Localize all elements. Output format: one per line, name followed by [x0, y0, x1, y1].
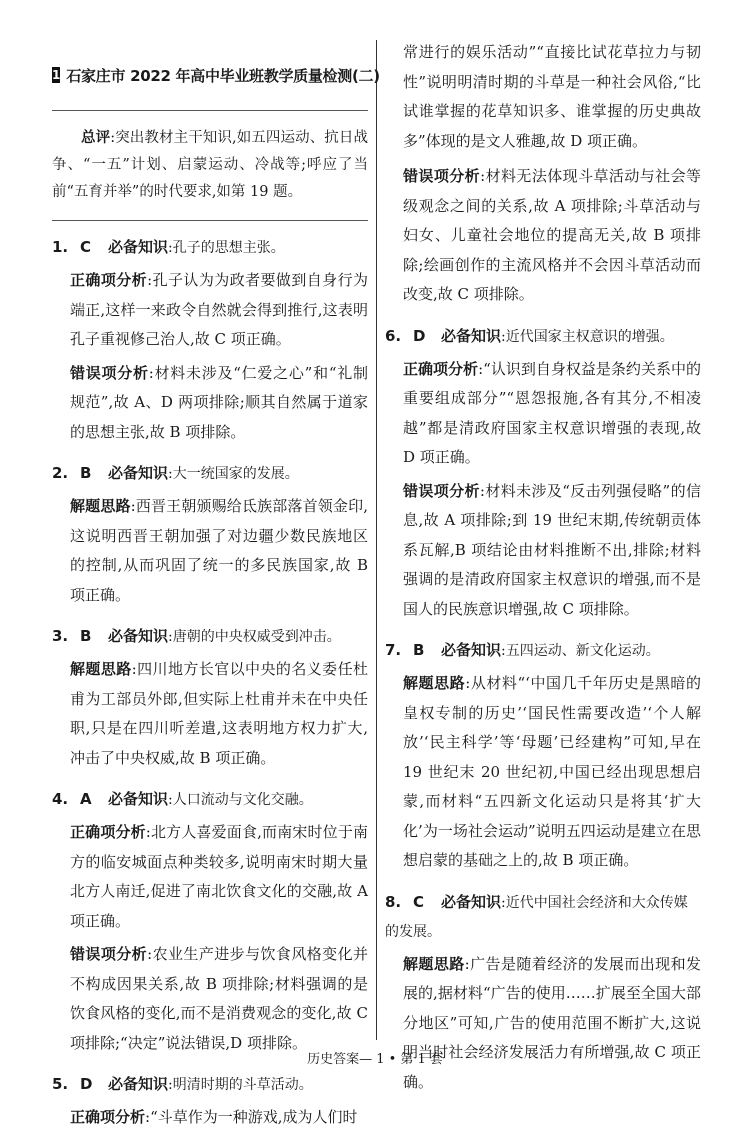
- analysis-text: :孔子认为为政者要做到自身行为端正,这样一来政令自然就会得到推行,这表明孔子重视修己治人,故 C 项正确。: [70, 271, 368, 348]
- question-item: [52, 785, 368, 1058]
- knowledge-label: 必备知识: [441, 892, 502, 911]
- analysis-text: :“认识到自身权益是条约关系中的重要组成部分”“恩怨报施,各有其分,不相凌越”都是清政府国家主权意识增强的表现,故 D 项正确。: [403, 359, 701, 466]
- knowledge-text: :五四运动、新文化运动。: [501, 643, 660, 659]
- analysis-text: :材料未涉及“仁爱之心”和“礼制规范”,故 A、D 两项排除;顺其自然属于道家的思想主张,故 B 项排除。: [70, 363, 368, 441]
- section-title: 石家庄市 2022 年高中毕业班教学质量检测(二): [66, 66, 380, 85]
- knowledge-text: :近代中国社会经济和大众传媒的发展。: [385, 894, 688, 940]
- answer-letter: A: [80, 790, 92, 808]
- question-number: 7.: [385, 641, 402, 659]
- knowledge-label: 必备知识: [108, 464, 169, 482]
- question-heading: [385, 888, 701, 946]
- question-heading: [52, 1070, 368, 1099]
- analysis-label: 正确项分析: [70, 1108, 146, 1126]
- analysis-paragraph: [385, 162, 701, 310]
- knowledge-text: :近代国家主权意识的增强。: [501, 328, 674, 345]
- analysis-text: :西晋王朝颁赐给氐族部落首领金印,这说明西晋王朝加强了对边疆少数民族地区的控制,从而巩固了统一的多民族国家,故 B 项正确。: [70, 497, 368, 604]
- analysis-text: :“斗草作为一种游戏,成为人们时: [145, 1108, 358, 1126]
- answer-letter: B: [413, 641, 425, 659]
- analysis-label: 正确项分析: [403, 359, 479, 378]
- question-heading: [385, 322, 701, 351]
- left-question-list: [52, 233, 368, 1133]
- answer-letter: D: [80, 1075, 93, 1093]
- knowledge-label: 必备知识: [108, 238, 169, 256]
- question-item: [52, 622, 368, 773]
- question-item: [385, 636, 701, 876]
- analysis-paragraph: [385, 477, 701, 625]
- question-number: 2.: [52, 464, 69, 482]
- analysis-text: :农业生产进步与饮食风格变化并不构成因果关系,故 B 项排除;材料强调的是饮食风格的变化,而不是消费观念的变化,故 C 项排除;“决定”说法错误,D 项排除。: [70, 945, 368, 1052]
- analysis-text: :材料未涉及“反击列强侵略”的信息,故 A 项排除;到 19 世纪末期,传统朝贡体系瓦解,B 项结论由材料推断不出,排除;材料强调的是清政府国家主权意识的增强,而不是国人的民族意识增强,故 C 项排除。: [403, 481, 701, 618]
- section-header: [52, 64, 380, 86]
- analysis-paragraph: [385, 669, 701, 876]
- analysis-label: 正确项分析: [70, 823, 146, 841]
- analysis-text: :广告是随着经济的发展而出现和发展的,据材料“广告的使用……扩展至全国大部分地区”可知,广告的使用范围不断扩大,这说明当时社会经济发展活力有所增强,故 C 项正确。: [403, 954, 701, 1091]
- analysis-paragraph: [52, 1103, 368, 1133]
- section-number-badge: 1: [52, 68, 61, 82]
- analysis-paragraph: [385, 355, 701, 473]
- analysis-paragraph: [52, 940, 368, 1058]
- knowledge-label: 必备知识: [108, 627, 169, 645]
- question-heading: [52, 233, 368, 262]
- knowledge-text: :大一统国家的发展。: [168, 466, 299, 482]
- knowledge-label: 必备知识: [108, 1075, 169, 1093]
- analysis-label: 正确项分析: [70, 271, 148, 289]
- analysis-paragraph: [52, 655, 368, 773]
- question-heading: [52, 785, 368, 814]
- analysis-paragraph: [385, 950, 701, 1098]
- question-item: [52, 1070, 368, 1133]
- knowledge-text: :人口流动与文化交融。: [168, 792, 313, 808]
- column-divider: [376, 40, 377, 1040]
- analysis-label: 错误项分析: [70, 945, 148, 963]
- question-item: [52, 233, 368, 447]
- analysis-label: 解题思路: [70, 660, 132, 678]
- analysis-label: 错误项分析: [70, 363, 149, 382]
- analysis-paragraph: [52, 818, 368, 936]
- question-heading: [52, 459, 368, 488]
- analysis-paragraph: [52, 359, 368, 448]
- question-heading: [52, 622, 368, 651]
- analysis-paragraph: [52, 492, 368, 610]
- analysis-paragraph: [52, 266, 368, 355]
- knowledge-text: :孔子的思想主张。: [168, 240, 285, 256]
- analysis-label: 错误项分析: [403, 481, 480, 500]
- question-number: 1.: [52, 238, 69, 256]
- continued-paragraph: 常进行的娱乐活动”“直接比试花草拉力与韧性”说明明清时期的斗草是一种社会风俗,“比试谁掌握的花草知识多、谁掌握的历史典故多”体现的是文人雅趣,故 D 项正确。: [403, 43, 701, 150]
- summary-body: :突出教材主干知识,如五四运动、抗日战争、“一五”计划、启蒙运动、冷战等;呼应了当前“五育并举”的时代要求,如第 19 题。: [52, 130, 368, 200]
- analysis-label: 解题思路: [70, 497, 131, 515]
- answer-letter: B: [80, 627, 92, 645]
- knowledge-label: 必备知识: [441, 641, 502, 659]
- question-item: [52, 459, 368, 610]
- analysis-label: 解题思路: [403, 954, 465, 973]
- answer-letter: C: [80, 238, 92, 256]
- analysis-label: 错误项分析: [403, 167, 481, 185]
- summary-text: [52, 125, 368, 206]
- right-question-list: [385, 162, 701, 1097]
- question-number: 5.: [52, 1075, 69, 1093]
- summary-box: [52, 110, 368, 221]
- answer-letter: C: [413, 892, 425, 911]
- summary-label: 总评: [81, 130, 111, 146]
- question-number: 4.: [52, 790, 69, 808]
- answer-letter: D: [413, 326, 426, 345]
- knowledge-text: :明清时期的斗草活动。: [168, 1077, 313, 1093]
- analysis-text: :材料无法体现斗草活动与社会等级观念之间的关系,故 A 项排除;斗草活动与妇女、儿童社会地位的提高无关,故 B 项排除;绘画创作的主流风格并不会因斗草活动而改变,故 C 项排除。: [403, 167, 701, 303]
- question-number: 6.: [385, 326, 402, 345]
- question-item: [385, 162, 701, 310]
- question-heading: [385, 636, 701, 665]
- question-number: 8.: [385, 892, 402, 911]
- question-number: 3.: [52, 627, 69, 645]
- analysis-text: :四川地方长官以中央的名义委任杜甫为工部员外郎,但实际上杜甫并未在中央任职,只是在四川听差遣,这表明地方权力扩大,冲击了中央权威,故 B 项正确。: [70, 660, 368, 767]
- analysis-label: 解题思路: [403, 674, 466, 692]
- knowledge-label: 必备知识: [441, 326, 502, 345]
- knowledge-text: :唐朝的中央权威受到冲击。: [168, 629, 341, 645]
- page-footer: 历史答案— 1 • 第 1 套: [307, 1052, 443, 1067]
- answer-letter: B: [80, 464, 92, 482]
- knowledge-label: 必备知识: [108, 790, 169, 808]
- analysis-text: :北方人喜爱面食,而南宋时位于南方的临安城面点种类较多,说明南宋时期大量北方人南迁,促进了南北饮食文化的交融,故 A 项正确。: [70, 823, 368, 930]
- analysis-text: :从材料“‘中国几千年历史是黑暗的皇权专制的历史’‘国民性需要改造’‘个人解放’‘民主科学’等‘母题’已经建构”可知,早在 19 世纪末 20 世纪初,中国已经出现思想启蒙,而材料“五四新文化运动只是将其‘扩大化’为一场社会运动”说明五四运动是建立在思想启蒙的基础之上的,故 B 项正确。: [403, 674, 701, 869]
- question-item: [385, 322, 701, 625]
- right-column: [385, 40, 701, 1097]
